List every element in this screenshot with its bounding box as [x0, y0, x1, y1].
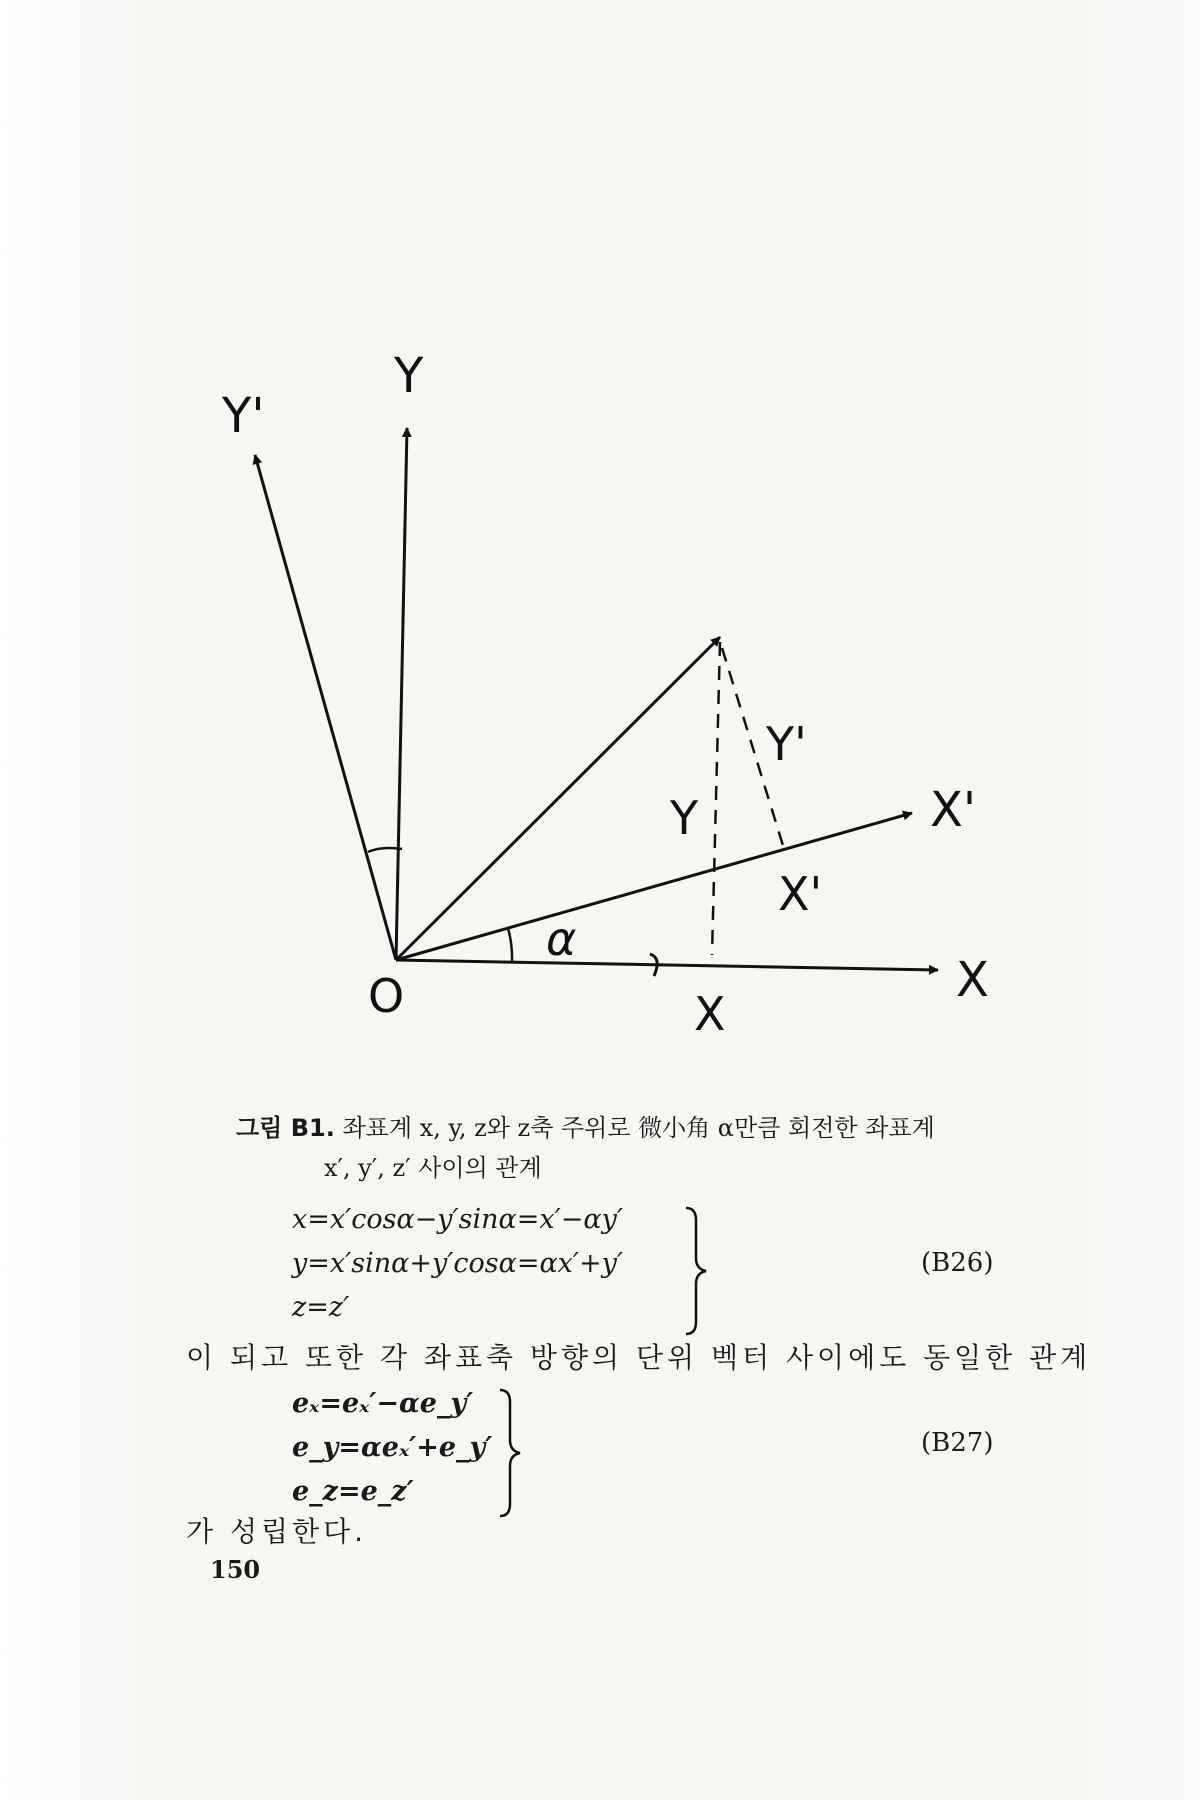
projection-y-dashed [712, 642, 720, 955]
brace-b27 [496, 1388, 526, 1518]
y-axis-line [396, 428, 407, 960]
label-y-axis: Y [394, 348, 424, 404]
equations-b26 [292, 1198, 623, 1330]
label-proj-x-prime: X' [778, 867, 823, 921]
label-x-axis: X [956, 952, 989, 1008]
equation-b27-row: e_y=αeₓ′+e_y′ [292, 1432, 493, 1463]
label-proj-y-prime: Y' [766, 717, 807, 771]
equation-label-b27: (B27) [921, 1428, 994, 1458]
label-proj-x: X [694, 987, 726, 1041]
caption-lead: 그림 B1. [236, 1114, 335, 1142]
label-proj-y: Y [670, 791, 699, 845]
equation-label-b26: (B26) [921, 1248, 994, 1278]
label-origin: O [368, 969, 405, 1023]
y-prime-axis-line [255, 455, 396, 960]
label-x-prime-axis: X' [930, 782, 977, 838]
brace-b26 [682, 1206, 712, 1336]
equation-b26-row: x=x′cosα−y′sinα=x′−αy′ [292, 1204, 624, 1235]
angle-arc-alpha [508, 928, 512, 962]
equation-b27-row: e_z=e_z′ [292, 1476, 414, 1507]
page-number: 150 [210, 1555, 261, 1584]
figure-caption [236, 1108, 1016, 1188]
x-axis-line [396, 960, 938, 970]
body-text-line: 이 되고 또한 각 좌표축 방향의 단위 벡터 사이에도 동일한 관계 [186, 1341, 1092, 1374]
caption-line2: x′, y′, z′ 사이의 관계 [324, 1154, 542, 1182]
caption-line1: 좌표계 x, y, z와 z축 주위로 微小角 α만큼 회전한 좌표계 [342, 1114, 935, 1142]
equation-b26-row: z=z′ [292, 1292, 350, 1323]
equations-b27 [292, 1382, 492, 1514]
equation-b27-row: eₓ=eₓ′−αe_y′ [292, 1388, 474, 1419]
label-y-prime-axis: Y' [222, 388, 265, 444]
equation-b26-row: y=x′sinα+y′cosα=αx′+y′ [292, 1248, 624, 1279]
x-prime-axis-line [396, 813, 912, 960]
label-angle-alpha: α [546, 912, 577, 966]
body-text-end: 가 성립한다. [186, 1515, 368, 1548]
